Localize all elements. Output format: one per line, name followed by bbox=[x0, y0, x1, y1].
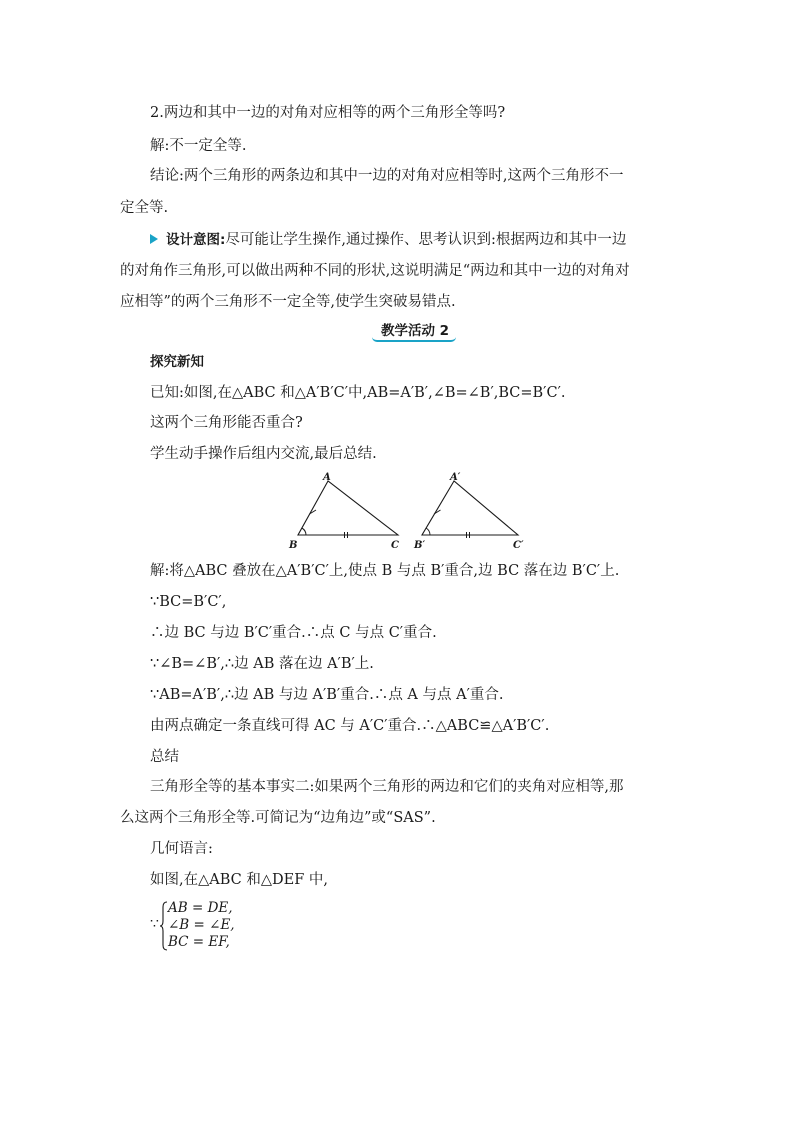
triangle-abc bbox=[288, 472, 399, 551]
explore-title: 探究新知 bbox=[150, 354, 204, 370]
design-intent-line-1 bbox=[150, 230, 626, 250]
label-a: A bbox=[323, 472, 331, 483]
solution-line-3: ∴边 BC 与边 B′C′重合.∴点 C 与点 C′重合. bbox=[150, 625, 437, 641]
activity-heading bbox=[370, 320, 460, 342]
conclusion-line-2: 定全等. bbox=[120, 200, 169, 216]
question-line: 这两个三角形能否重合? bbox=[150, 415, 303, 431]
triangles-figure bbox=[280, 470, 540, 555]
question-2: 2.两边和其中一边的对角对应相等的两个三角形全等吗? bbox=[150, 105, 506, 121]
design-intent-label: 设计意图: bbox=[166, 232, 226, 248]
design-intent-text: 尽可能让学生操作,通过操作、思考认识到:根据两边和其中一边 bbox=[225, 232, 627, 248]
solution-line-6: 由两点确定一条直线可得 AC 与 A′C′重合.∴△ABC≌△A′B′C′. bbox=[150, 718, 550, 734]
solution-line-2: ∵BC=B′C′, bbox=[150, 594, 227, 610]
design-intent-line-2: 的对角作三角形,可以做出两种不同的形状,这说明满足“两边和其中一边的对角对 bbox=[120, 263, 630, 279]
label-b: B bbox=[289, 540, 298, 551]
label-c: C bbox=[391, 540, 399, 551]
conclusion-line-1: 结论:两个三角形的两条边和其中一边的对角对应相等时,这两个三角形不一 bbox=[150, 168, 624, 184]
student-activity-line: 学生动手操作后组内交流,最后总结. bbox=[150, 446, 377, 462]
sas-line-1: 三角形全等的基本事实二:如果两个三角形的两边和它们的夹角对应相等,那 bbox=[150, 779, 624, 795]
given-line: 已知:如图,在△ABC 和△A′B′C′中,AB=A′B′,∠B=∠B′,BC=B′C′. bbox=[150, 385, 566, 401]
design-intent-line-3: 应相等”的两个三角形不一定全等,使学生突破易错点. bbox=[120, 294, 456, 310]
answer-line: 解:不一定全等. bbox=[150, 138, 247, 154]
because-symbol: ∵ bbox=[150, 916, 159, 932]
geometry-language-label: 几何语言: bbox=[150, 841, 213, 857]
heading-underline-decoration bbox=[372, 337, 456, 342]
solution-line-5: ∵AB=A′B′,∴边 AB 与边 A′B′重合.∴点 A 与点 A′重合. bbox=[150, 687, 504, 703]
solution-line-4: ∵∠B=∠B′,∴边 AB 落在边 A′B′上. bbox=[150, 656, 374, 672]
solution-line-1: 解:将△ABC 叠放在△A′B′C′上,使点 B 与点 B′重合,边 BC 落在边 B′C′上. bbox=[150, 563, 620, 579]
triangle-a2b2c2 bbox=[413, 472, 524, 551]
geometry-intro: 如图,在△ABC 和△DEF 中, bbox=[150, 872, 328, 888]
label-c-prime: C′ bbox=[513, 540, 524, 551]
condition-3: BC = EF, bbox=[168, 934, 230, 950]
condition-2: ∠B = ∠E, bbox=[168, 917, 235, 933]
activity-heading-text: 教学活动 2 bbox=[380, 323, 450, 339]
sas-line-2: 么这两个三角形全等.可简记为“边角边”或“SAS”. bbox=[120, 810, 436, 826]
summary-title: 总结 bbox=[150, 749, 179, 765]
condition-1: AB = DE, bbox=[168, 900, 233, 916]
label-a-prime: A′ bbox=[450, 472, 461, 483]
play-marker-icon bbox=[150, 234, 158, 244]
condition-lines bbox=[168, 900, 235, 951]
label-b-prime: B′ bbox=[414, 540, 426, 551]
